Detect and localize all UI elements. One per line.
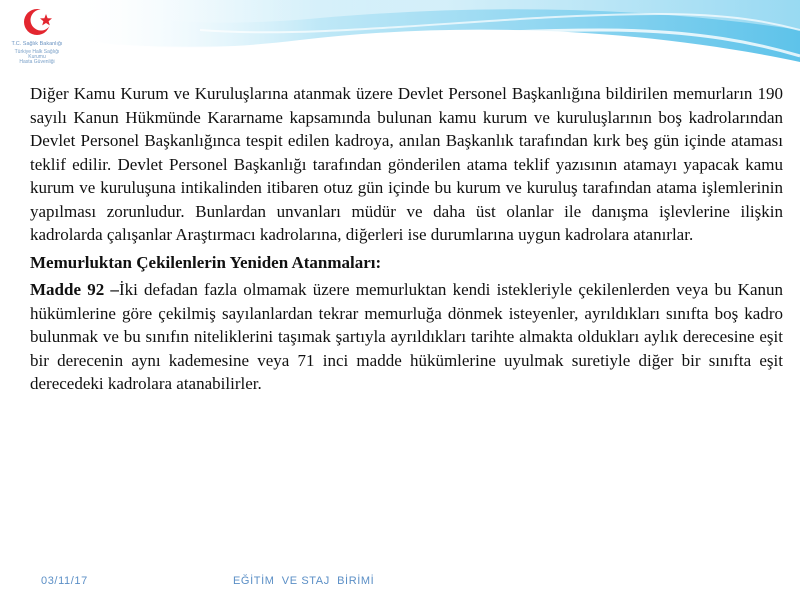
footer-unit-name: EĞİTİM VE STAJ BİRİMİ <box>233 575 375 587</box>
logo-subtitle-line: Hasta Güvenliği <box>19 59 55 65</box>
logo-subtitle-line: Kurumu <box>28 54 46 60</box>
section-heading: Memurluktan Çekilenlerin Yeniden Atanmaları: <box>30 252 382 272</box>
article-text: İki defadan fazla olmamak üzere memurluktan kendi istekleriyle çekilenlerden veya bu Kanun hükümlerine göre çekilmiş sayılanlardan tekrar memurluğa dönmek isteyenler, ayrıldıkları sınıfta boş kadro bulunmak ve bu sınıfın niteliklerini taşımak şartıyla ayrıldıkları tarihte almakta oldukları aylık derecesine eşit bir derecenin aynı kademesine veya 71 inci madde hükümlerine uyulmak suretiyle diğer bir sınıfta eşit derecedeki kadrolara atanabilirler. <box>30 280 783 393</box>
body-paragraph: Diğer Kamu Kurum ve Kuruluşlarına atanmak üzere Devlet Personel Başkanlığına bildirilen memurların 190 sayılı Kanun Hükmünde Kararname kapsamında bulunan kamu kurum ve kuruluşlarının boş kadrolarından Devlet Personel Başkanlığınca tespit edilen kadroya, anılan Başkanlık tarafından kırk beş gün içinde ataması teklif edilir. Devlet Personel Başkanlığı tarafından gönderilen atama teklif yazısının atamayı yapacak kamu kurum ve kuruluşuna intikalinden itibaren otuz gün içinde bu kurum ve kuruluş tarafından atama işlemlerinin yapılması zorunludur. Bunlardan unvanları müdür ve daha üst olanlar ile danışma işlevlerine ilişkin kadrolarda çalışanlar Araştırmacı kadrolarına, diğerleri ise durumlarına uygun kadrolara atanırlar. <box>30 84 783 244</box>
document-body <box>30 82 783 396</box>
header-wave-banner <box>0 0 800 90</box>
article-paragraph <box>30 278 783 396</box>
article-label: Madde 92 – <box>30 280 119 299</box>
logo-title: T.C. Sağlık Bakanlığı <box>11 41 63 47</box>
logo-subtitle-line: Türkiye Halk Sağlığı <box>14 49 60 55</box>
footer-date: 03/11/17 <box>41 575 88 587</box>
logo-caption <box>6 42 68 65</box>
